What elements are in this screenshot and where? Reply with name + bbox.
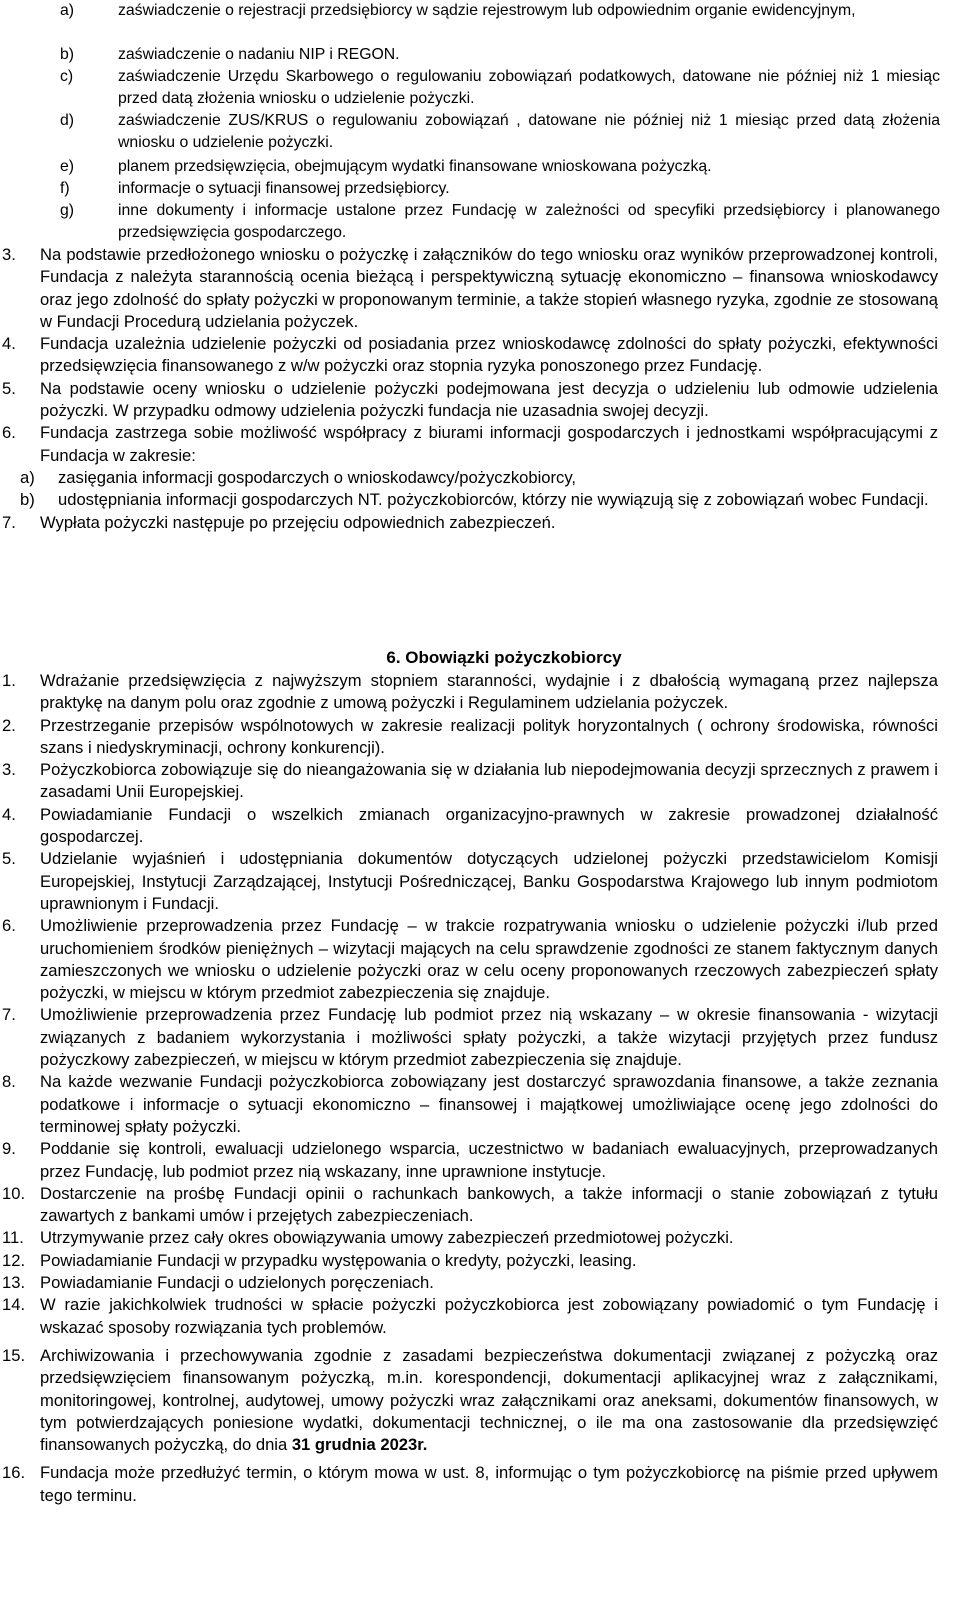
list-item: 7. Wypłata pożyczki następuje po przejęciu odpowiednich zabezpieczeń.: [2, 512, 556, 532]
list-item: g) inne dokumenty i informacje ustalone przez Fundację w zależności od specyfiki przedsiębiorcy i planowanego przedsięwzięcia gospodarczego.: [60, 202, 940, 241]
list-item: 15. Archiwizowania i przechowywania zgodnie z zasadami bezpieczeństwa dokumentacji związanej z pożyczką oraz przedsięwzięciem finansowanym pożyczką, m.in. korespondencji, dokumentacji aplikacyjnej wraz z załącznikami, monitoringowej, kontrolnej, audytowej, umowy pożyczki wraz załącznikami oraz aneksami, dokumentów finansowych, w tym potwierdzających poniesione wydatki, dokumentacji technicznej, o ile ma ona zastosowanie dla przedsięwzięć finansowanych pożyczką, do dnia 31 grudnia 2023r.: [2, 1345, 938, 1455]
sub-list-item: b) udostępniania informacji gospodarczych NT. pożyczkobiorców, którzy nie wywiązują się z zobowiązań wobec Fundacji.: [20, 490, 929, 510]
list-item: 10. Dostarczenie na prośbę Fundacji opinii o rachunkach bankowych, a także informacji o stanie zobowiązań z tytułu zawartych z bankami umów i przejętych zabezpieczeniach.: [2, 1183, 938, 1226]
sub-list-item: a) zasięgania informacji gospodarczych o wnioskodawcy/pożyczkobiorcy,: [20, 467, 577, 487]
list-item: b) zaświadczenie o nadaniu NIP i REGON.: [60, 46, 400, 63]
archive-deadline-date: 31 grudnia 2023r.: [291, 1435, 428, 1455]
section-5-items: [0, 244, 960, 534]
list-item: f) informacje o sytuacji finansowej przedsiębiorcy.: [60, 180, 450, 197]
list-item: 5. Udzielanie wyjaśnień i udostępniania dokumentów dotyczących udzielonej pożyczki przedstawicielom Komisji Europejskiej, Instytucji Zarządzającej, Instytucji Pośredniczącej, Banku Gospodarstwa Krajowego lub innym podmiotom uprawnionym i Fundacji.: [2, 849, 938, 913]
list-item: 8. Na każde wezwanie Fundacji pożyczkobiorca zobowiązany jest dostarczyć sprawozdania finansowe, a także zeznania podatkowe i informacje o sytuacji ekonomiczno – finansowej i majątkowej umożliwiające ocenę jego zdolności do terminowej spłaty pożyczki.: [2, 1072, 938, 1136]
list-item: 12. Powiadamianie Fundacji w przypadku występowania o kredyty, pożyczki, leasing.: [2, 1250, 637, 1270]
list-item: d) zaświadczenie ZUS/KRUS o regulowaniu zobowiązań , datowane nie później niż 1 miesiąc przed datą złożenia wniosku o udzielenie pożyczki.: [60, 112, 940, 151]
list-item: 4. Powiadamianie Fundacji o wszelkich zmianach organizacyjno-prawnych w zakresie prowadzonej działalność gospodarczej.: [2, 804, 938, 847]
list-item: 2. Przestrzeganie przepisów wspólnotowych w zakresie realizacji polityk horyzontalnych ( ochrony środowiska, równości szans i niedyskryminacji, ochrony konkurencji).: [2, 715, 938, 757]
list-item: 4. Fundacja uzależnia udzielenie pożyczki od posiadania przez wnioskodawcę zdolności do spłaty pożyczki, efektywności przedsięwzięcia finansowanego z w/w pożyczki oraz stopnia ryzyka ponoszonego przez Fundację.: [2, 334, 938, 376]
section-6-items: [0, 670, 960, 1507]
list-item: 3. Pożyczkobiorca zobowiązuje się do nieangażowania się w działania lub niepodejmowania decyzji sprzecznych z prawem i zasadami Unii Europejskiej.: [2, 760, 938, 802]
list-item: e) planem przedsięwzięcia, obejmującym wydatki finansowane wnioskowana pożyczką.: [60, 158, 712, 175]
list-item: 6. Umożliwienie przeprowadzenia przez Fundację – w trakcie rozpatrywania wniosku o udzielenie pożyczki i/lub przed uruchomieniem środków pieniężnych – wizytacji mających na celu sprawdzenie zgodności ze stanem faktycznym danych zamieszczonych we wniosku o udzielenie pożyczki oraz w celu oceny proponowanych rzeczowych zabezpieczeń spłaty pożyczki, w miejscu w którym przedmiot zabezpieczenia się znajduje.: [2, 916, 938, 1003]
list-item: 7. Umożliwienie przeprowadzenia przez Fundację lub podmiot przez nią wskazany – w okresie finansowania - wizytacji związanych z badaniem wykorzystania i możliwości spłaty pożyczki, a także wizytacji przyjętych przez fundusz pożyczkowy zabezpieczeń, w miejscu w którym przedmiot zabezpieczenia się znajduje.: [2, 1005, 938, 1070]
list-item: 5. Na podstawie oceny wniosku o udzielenie pożyczki podejmowana jest decyzja o udzieleniu lub odmowie udzielenia pożyczki. W przypadku odmowy udzielenia pożyczki fundacja nie uzasadnia swojej decyzji.: [2, 378, 938, 421]
list-item: 3. Na podstawie przedłożonego wniosku o pożyczkę i załączników do tego wniosku oraz wyników przeprowadzonej kontroli, Fundacja z należyta starannością ocenia bieżącą i perspektywiczną sytuację ekonomiczno – finansowa wnioskodawcy oraz jego zdolność do spłaty pożyczki w proponowanym terminie, a także stopień własnego ryzyka, zgodnie ze stosowaną w Fundacji Procedurą udzielania pożyczek.: [2, 245, 938, 331]
list-item: a) zaświadczenie o rejestracji przedsiębiorcy w sądzie rejestrowym lub odpowiednim organie ewidencyjnym,: [60, 2, 856, 19]
list-item: 9. Poddanie się kontroli, ewaluacji udzielonego wsparcia, uczestnictwo w badaniach ewaluacyjnych, przeprowadzanych przez Fundację, lub podmiot przez nią wskazany, inne uprawnione instytucje.: [2, 1139, 938, 1181]
list-item: 16. Fundacja może przedłużyć termin, o którym mowa w ust. 8, informując o tym pożyczkobiorcę na piśmie przed upływem tego terminu.: [2, 1463, 938, 1505]
list-item: 13. Powiadamianie Fundacji o udzielonych poręczeniach.: [2, 1273, 434, 1293]
list-item: c) zaświadczenie Urzędu Skarbowego o regulowaniu zobowiązań podatkowych, datowane nie później niż 1 miesiąc przed datą złożenia wniosku o udzielenie pożyczki.: [60, 68, 940, 107]
list-item: 14. W razie jakichkolwiek trudności w spłacie pożyczki pożyczkobiorca jest zobowiązany powiadomić o tym Fundację i wskazać sposoby rozwiązania tych problemów.: [2, 1295, 938, 1337]
list-item: 1. Wdrażanie przedsięwzięcia z najwyższym stopniem staranności, wydajnie i z dbałością wymaganą przez najlepsza praktykę na danym polu oraz zgodnie z umową pożyczki i Regulaminem udzielania pożyczek.: [2, 671, 938, 713]
list-item: 6. Fundacja zastrzega sobie możliwość współpracy z biurami informacji gospodarczych i jednostkami współpracującymi z Fundacja w zakresie:: [2, 423, 938, 465]
section-6-heading: 6. Obowiązki pożyczkobiorcy: [386, 648, 622, 667]
list-item: 11. Utrzymywanie przez cały okres obowiązywania umowy zabezpieczeń przedmiotowej pożyczki.: [2, 1228, 734, 1248]
